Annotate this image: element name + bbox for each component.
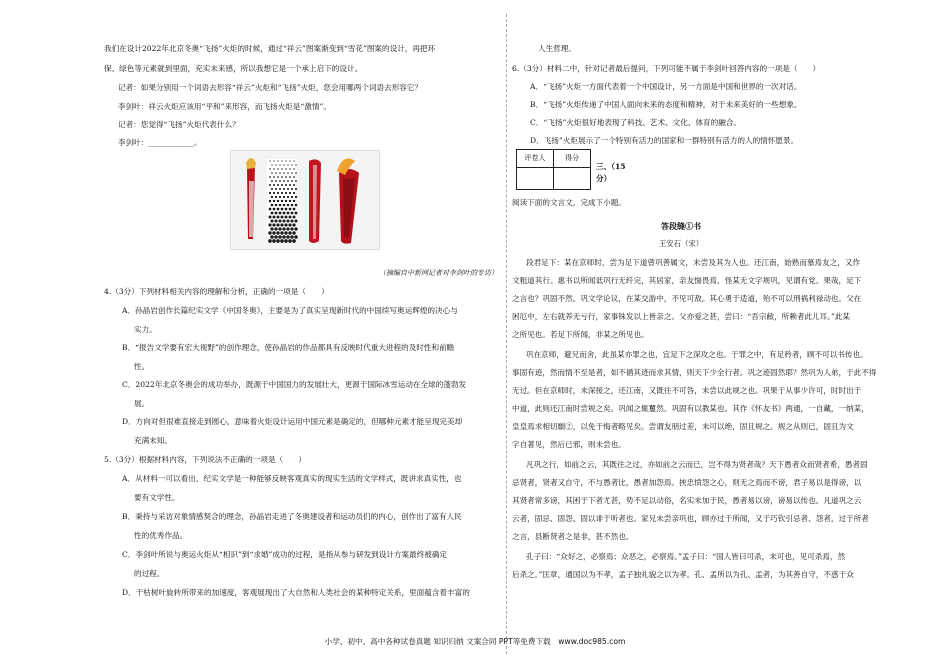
q6-option-c: C．“飞扬”火炬很好地表现了科技、艺术、文化、体育的融合。 (530, 118, 742, 127)
reading-instruction: 阅读下面的文言文，完成下小题。 (512, 198, 626, 207)
q5-option-d: D．干枯树叶旋转所带来的加速度，客观展现出了大自然和人类社会的某种特定关系，里面蕴含着丰富的 (122, 588, 470, 597)
q6-option-b: B．“飞扬”火炬传递了中国人面向未来的态度和精神，对于未来美好的一些想象。 (530, 100, 802, 109)
passage-line: 文粗道其行。惠书以所闻诋巩行无纤完，其居家，亲友惴畏焉，怪某无文字规巩，见谓有党。果哉，足下 (512, 276, 862, 285)
q6-option-d: D．飞扬”火炬展示了一个特别有活力的国家和一群特别有活力的人的情怀愿景。 (530, 136, 799, 145)
q5-option-a-cont: 要有文学性。 (134, 493, 180, 502)
passage-line: 其贤者常多谤，其困于下者尤甚，势不足以动俗，名实未加于民，愚者易以谤，谤易以传也。凡道巩之云 (512, 496, 862, 505)
section-heading-cont: 分） (596, 174, 612, 183)
passage-line: 之言也？巩固不然。巩文学论议，在某交游中，不见可敌。其心勇于适道，殆不可以刑祸利禄动也。父在 (512, 294, 862, 303)
q5-option-c: C．李剑叶所说与奥运火炬从“相识”到“求婚”成功的过程，是指从参与研发到设计方案最终被确定 (122, 550, 448, 559)
section-heading: 三、（15 (596, 162, 626, 171)
q5-option-d-cont: 人生哲理。 (538, 44, 576, 53)
q4-option-c: C．2022年北京冬奥会的成功举办，既源于中国国力的发展壮大，更源于国际冰雪运动在全球的蓬勃发 (122, 380, 467, 389)
question-6-stem: 6.（3分）材料二中，针对记者最后提问，下列可能不属于李剑叶回答内容的一项是（ ） (512, 64, 821, 73)
passage-line: 后杀之。”匡章，通国以为不孝，孟子独礼貌之以为孝。孔、孟所以为孔、孟者，为其善自守，不惑于众 (512, 570, 854, 579)
passage-line: 皇皇焉求相切劘②，以免于悔者略见矣。尝谓友朋过差，未可以绝，固且规之。规之从则已，固且为文 (512, 422, 854, 431)
dialogue-line: 记者：如果分别用一个词语去形容“祥云”火炬和“飞扬”火炬，您会用哪两个词语去形容它？ (118, 83, 423, 92)
passage-line: 无过。但在京师时，未深接之，还江南，又既往不可咎，未尝以此规之也。巩果于从事少许可，时时出于 (512, 386, 862, 395)
q5-option-c-cont: 的过程。 (134, 569, 165, 578)
dialogue-line: 李剑叶：祥云火炬应该用“平和”来形容，而飞扬火炬是“激情”。 (118, 102, 331, 111)
passage-line: 困厄中，左右就养无亏行，家事铢发以上皆亲之。父亦爱之甚，尝曰：“吾宗敝，所赖者此儿耳。”此某 (512, 312, 851, 321)
source-caption: （摘编自中新网记者对李剑叶的专访） (379, 269, 498, 277)
q6-option-a: A．“飞扬”火炬一方面代表着一个中国设计，另一方面是中国和世界的一次对话。 (530, 82, 802, 91)
q4-option-d-cont: 充满未知。 (134, 436, 172, 445)
dialogue-line: 记者：您觉得“飞扬”火炬代表什么？ (118, 120, 240, 129)
passage-line: 段君足下：某在京师时，尝为足下道曾巩善属文，未尝及其为人也。还江南，始熟而慕焉友之，又作 (526, 258, 861, 267)
intro-line-2: 保、绿色等元素就到里面，充实未来感，所以我想它是一个承上启下的设计。 (104, 64, 363, 73)
q4-option-c-cont: 展。 (134, 399, 150, 408)
question-5-stem: 5.（3分）根据材料内容，下列说法不正确的一项是（ ） (104, 455, 306, 464)
q4-option-a-cont: 实力。 (134, 325, 157, 334)
score-table-score-cell[interactable] (554, 168, 591, 190)
q5-option-b-cont: 性的优秀作品。 (134, 531, 188, 540)
passage-line: 之言，县断贤者之是非，甚不然也。 (512, 532, 634, 541)
passage-line: 字自著见，然后已邪，则未尝也。 (512, 440, 626, 449)
q4-option-b: B．“报告文学要有宏大视野”的创作理念，使孙晶岩的作品都具有反映时代重大进程的及时性和前瞻 (122, 343, 455, 352)
q5-option-b: B．秉持与采访对象情感契合的理念，孙晶岩走进了冬奥建设者和运动员们的内心，创作出了富有人民 (122, 512, 462, 521)
page-footer: 小学、初中、高中各种试卷真题 知识归纳 文案合同 PPT等免费下载 www.doc985.com (324, 637, 626, 646)
passage-line: 凡巩之行，如前之云，其既往之过，亦如前之云而已，岂不得为贤者哉？天下愚者众而贤者希，愚者固 (526, 460, 868, 469)
passage-line: 云者，固忌、固怨、固以诽于听者也。家兄未尝亲巩也，顾亦过于所闻，又于巧钦引忌者、怨者，过于所者 (512, 514, 869, 523)
score-table-score: 得分 (554, 150, 591, 168)
intro-line-1: 我们在设计2022年北京冬奥“飞扬”火炬的时候，通过“祥云”图案渐变到“雪花”图案的设计，再把环 (104, 44, 436, 53)
passage-title: 答段缝①书 (661, 221, 701, 231)
score-table-grader-cell[interactable] (517, 168, 554, 190)
q5-option-a: A．从材料一可以看出，纪实文学是一种能够反映客观真实的现实生活的文学样式，既讲求真实性，也 (122, 474, 462, 483)
column-divider (506, 14, 507, 654)
passage-line: 中道，此则还江南时尝规之矣。巩闻之辄矍然。巩固有以教某也。其作《怀友书》两通，一自藏，一纳某， (512, 404, 869, 413)
passage-author: 王安石（宋） (658, 239, 704, 248)
torch-illustration (231, 151, 380, 250)
passage-line: 巩在京师，避兄而舍，此虽某亦罪之也，宜足下之深攻之也。于罪之中，有足矜者，顾不可以书传也。 (526, 350, 868, 359)
score-table (516, 149, 591, 190)
torch-images (230, 150, 380, 250)
dialogue-line: 李剑叶：____________。 (118, 138, 202, 147)
passage-line: 之所见也。若足下所闻，非某之所见也。 (512, 330, 649, 339)
passage-line: 事固有迹，然而情不至是者，如不循其迹而求其情，则天下少全行者。巩之迹固然耶？然巩为人弟，于此不得 (512, 368, 877, 377)
passage-line: 忌贤者，贤者又自守，不与愚者比，愚者加怨焉。挟忠愤怨之心，则无之焉而不谤，君子易以是得谤，以 (512, 478, 862, 487)
question-4-stem: 4.（3分）下列材料相关内容的理解和分析，正确的一项是（ ） (104, 287, 329, 296)
passage-line: 孔子曰：“众好之，必察焉；众恶之，必察焉。”孟子曰：“国人皆曰可杀，未可也，见可杀焉，然 (526, 552, 846, 561)
score-table-grader: 评卷人 (517, 150, 554, 168)
q4-option-b-cont: 性。 (134, 362, 150, 371)
q4-option-a: A．孙晶岩创作长篇纪实文学《中国冬奥》，主要是为了真实呈现新时代的中国续写奥运辉煌的决心与 (122, 306, 458, 315)
q4-option-d: D．方向对但很难直接走到圆心，意味着火炬设计运用中国元素是确定的，但哪种元素才能呈现完美却 (122, 417, 463, 426)
